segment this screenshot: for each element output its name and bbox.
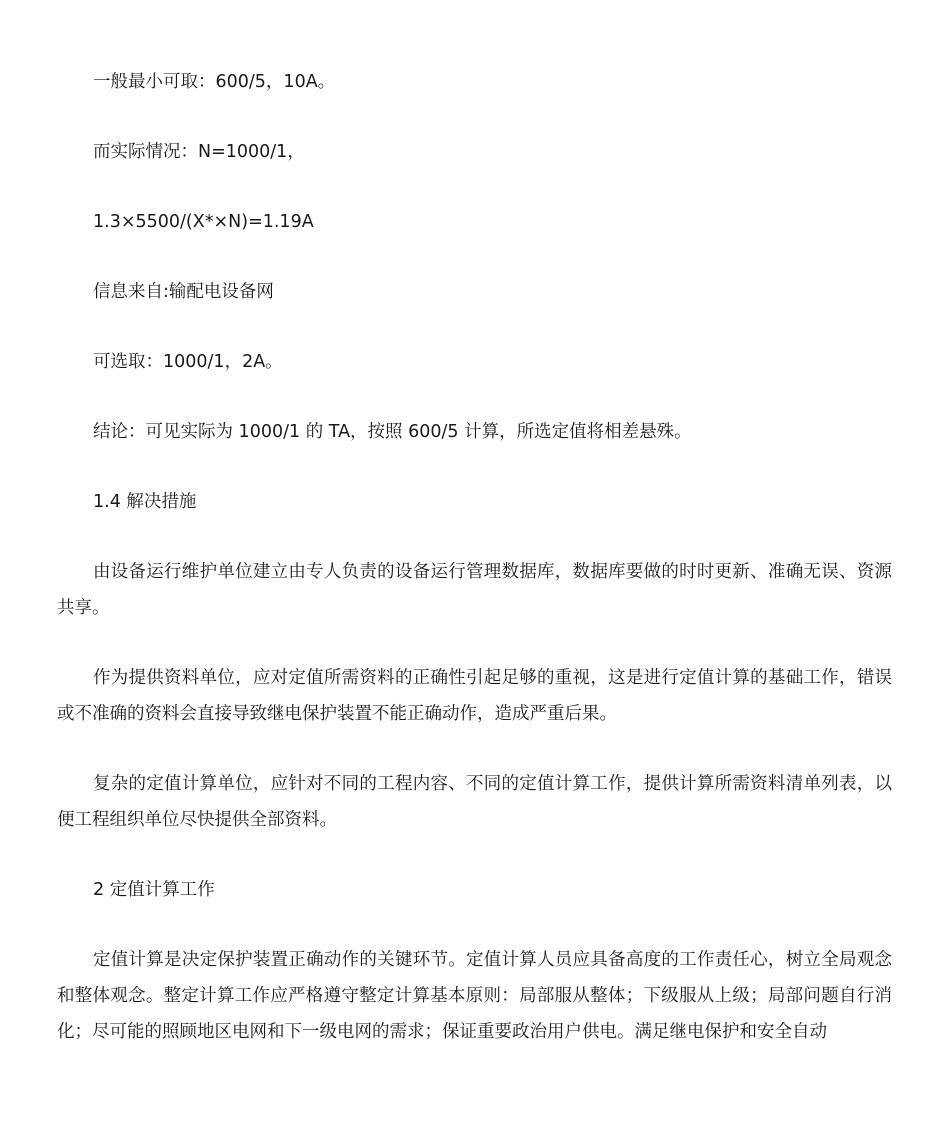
paragraph-source: 信息来自:输配电设备网 bbox=[93, 282, 274, 302]
paragraph-conclusion: 结论：可见实际为 1000/1 的 TA，按照 600/5 计算，所选定值将相差悬殊。 bbox=[93, 422, 692, 442]
paragraph-data-provider: 作为提供资料单位，应对定值所需资料的正确性引起足够的重视，这是进行定值计算的基础工作，错误或不准确的资料会直接导致继电保护装置不能正确动作，造成严重后果。 bbox=[57, 668, 892, 724]
paragraph-calculation-principles: 定值计算是决定保护装置正确动作的关键环节。定值计算人员应具备高度的工作责任心，树立全局观念和整体观念。整定计算工作应严格遵守整定计算基本原则：局部服从整体；下级服从上级；局部问题自行消化；尽可能的照顾地区电网和下一级电网的需求；保证重要政治用户供电。满足继电保护和安全自动 bbox=[57, 950, 892, 1042]
section-heading-solutions: 1.4 解决措施 bbox=[93, 492, 197, 512]
paragraph-min-ratio: 一般最小可取：600/5，10A。 bbox=[93, 72, 336, 92]
section-heading-setting-calculation: 2 定值计算工作 bbox=[93, 880, 215, 900]
paragraph-formula: 1.3×5500/(X*×N)=1.19A bbox=[93, 212, 314, 232]
paragraph-complex-units: 复杂的定值计算单位，应针对不同的工程内容、不同的定值计算工作，提供计算所需资料清单列表，以便工程组织单位尽快提供全部资料。 bbox=[57, 774, 892, 830]
paragraph-database: 由设备运行维护单位建立由专人负责的设备运行管理数据库，数据库要做的时时更新、准确无误、资源共享。 bbox=[57, 562, 892, 618]
paragraph-selectable: 可选取：1000/1，2A。 bbox=[93, 352, 283, 372]
paragraph-actual-situation: 而实际情况：N=1000/1， bbox=[93, 142, 305, 162]
